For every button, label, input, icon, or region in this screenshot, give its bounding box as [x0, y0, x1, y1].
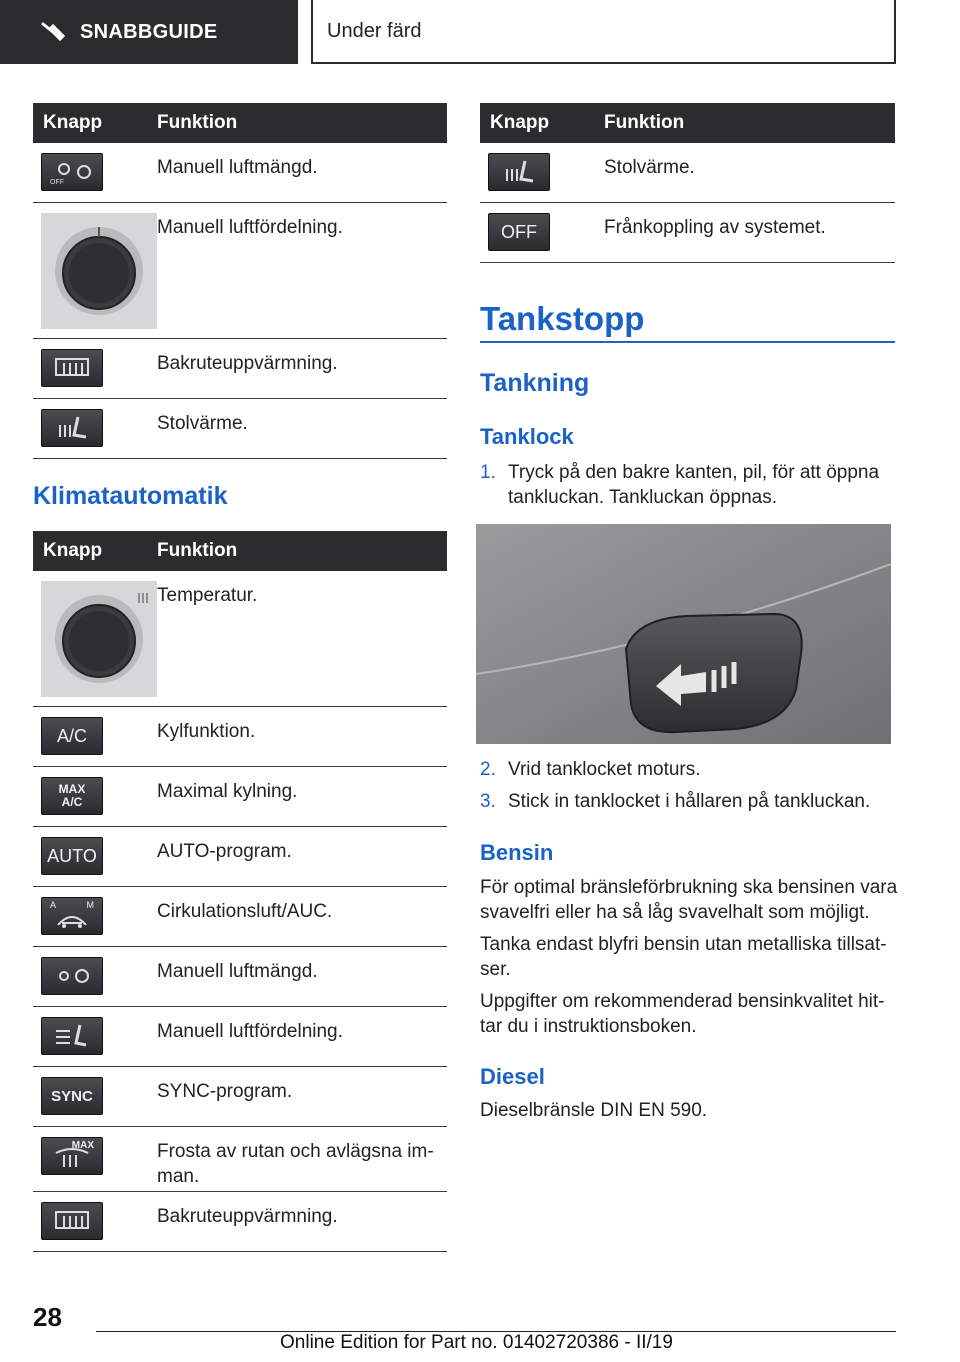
- seat-heating-icon: [41, 409, 103, 447]
- column-header-button: Knapp: [490, 112, 550, 133]
- column-header-button: Knapp: [43, 540, 103, 561]
- rear-defrost-icon: [41, 1202, 103, 1240]
- table-row: [33, 707, 447, 767]
- table-row: [33, 203, 447, 339]
- column-header-function: Funktion: [157, 540, 238, 561]
- ac-icon: [41, 717, 103, 755]
- recirculation-icon: [41, 897, 103, 935]
- step-text: Tryck på den bakre kanten, pil, för att öppna tankluckan. Tankluckan öppnas.: [508, 462, 880, 508]
- function-text: Manuell luftmängd.: [157, 961, 318, 982]
- paragraph: För optimal bränsleförbrukning ska bensinen vara svavelfri eller ha så låg svavelhalt som möjligt.: [480, 877, 898, 923]
- function-text: Maximal kylning.: [157, 781, 298, 802]
- column-header-function: Funktion: [604, 112, 685, 133]
- table-row: [33, 1192, 447, 1252]
- button-table-manual: [33, 103, 447, 459]
- fan-icon: [41, 957, 103, 995]
- table-row: [33, 399, 447, 459]
- max-ac-icon: [41, 777, 103, 815]
- table-row: [33, 571, 447, 707]
- step-number: 1.: [480, 462, 496, 483]
- function-text: Manuell luftmängd.: [157, 157, 318, 178]
- section-header-title: Under färd: [327, 19, 422, 42]
- button-label: A/C: [56, 725, 87, 746]
- air-distribution-knob-icon: [41, 213, 157, 329]
- page-number: 28: [33, 1302, 62, 1332]
- heading-rule: [480, 341, 895, 343]
- function-text: Bakruteuppvärmning.: [157, 1206, 338, 1227]
- table-row: [480, 143, 895, 203]
- button-label: SYNC: [51, 1087, 93, 1105]
- subheading-petrol: Bensin: [480, 840, 554, 865]
- paragraph: Tanka endast blyfri bensin utan metalliska tillsat-ser.: [480, 934, 887, 980]
- subheading-diesel: Diesel: [480, 1064, 545, 1089]
- chapter-tab-label: SNABBGUIDE: [80, 20, 218, 43]
- table-row: [33, 339, 447, 399]
- button-table-other: [480, 103, 895, 263]
- subheading-refueling: Tankning: [480, 369, 590, 397]
- svg-text:OFF: OFF: [50, 179, 64, 186]
- function-text: Frånkoppling av systemet.: [604, 217, 826, 238]
- step-number: 3.: [480, 791, 496, 812]
- button-label: MAX A/C: [58, 782, 86, 809]
- function-text: AUTO-program.: [157, 841, 292, 862]
- function-text: Kylfunktion.: [157, 721, 256, 742]
- table-row: [33, 1007, 447, 1067]
- subheading-fuel-cap: Tanklock: [480, 424, 574, 449]
- button-label: AUTO: [47, 845, 97, 866]
- table-header: [480, 103, 895, 143]
- step-number: 2.: [480, 759, 496, 780]
- table-row: [33, 143, 447, 203]
- seat-heating-icon: [488, 153, 550, 191]
- step-text: Vrid tanklocket moturs.: [508, 759, 701, 780]
- button-table-automatic: [33, 531, 447, 1252]
- table-header: [33, 531, 447, 571]
- function-text: Temperatur.: [157, 585, 258, 606]
- button-label-a: A: [50, 900, 57, 910]
- temperature-knob-icon: [41, 581, 157, 697]
- fuel-flap-photo: [476, 524, 891, 744]
- column-header-function: Funktion: [157, 112, 238, 133]
- function-text: Manuell luftfördelning.: [157, 217, 343, 238]
- button-label: MAX: [71, 1140, 94, 1151]
- function-text: SYNC-program.: [157, 1081, 293, 1102]
- edition-text: Online Edition for Part no. 01402720386 - II/19: [280, 1332, 673, 1353]
- button-label-m: M: [86, 900, 94, 910]
- air-distribution-icon: [41, 1017, 103, 1055]
- quick-guide-icon: [40, 19, 66, 45]
- section-header: [311, 0, 896, 64]
- column-header-button: Knapp: [43, 112, 103, 133]
- table-row: [33, 827, 447, 887]
- table-row: [480, 203, 895, 263]
- step-text: Stick in tanklocket i hållaren på tankluckan.: [508, 791, 871, 812]
- table-row: [33, 1067, 447, 1127]
- table-row: [33, 1127, 447, 1192]
- off-icon: [488, 213, 550, 251]
- step-item: [480, 789, 895, 814]
- fan-off-icon: [41, 153, 103, 191]
- table-header: [33, 103, 447, 143]
- step-item: [480, 757, 895, 782]
- table-row: [33, 767, 447, 827]
- function-text: Cirkulationsluft/AUC.: [157, 901, 333, 922]
- section-heading-climate: Klimatautomatik: [33, 482, 228, 510]
- paragraph: Uppgifter om rekommenderad bensinkvalitet hit-tar du i instruktionsboken.: [480, 991, 885, 1037]
- step-item: [480, 460, 895, 510]
- function-text: Bakruteuppvärmning.: [157, 353, 338, 374]
- table-row: [33, 947, 447, 1007]
- table-row: [33, 887, 447, 947]
- sync-icon: [41, 1077, 103, 1115]
- paragraph: Dieselbränsle DIN EN 590.: [480, 1100, 708, 1121]
- section-heading-refuel: Tankstopp: [480, 300, 645, 337]
- function-text: Manuell luftfördelning.: [157, 1021, 343, 1042]
- function-text: Stolvärme.: [157, 413, 248, 434]
- auto-icon: [41, 837, 103, 875]
- chapter-tab[interactable]: [0, 0, 298, 64]
- rear-defrost-icon: [41, 349, 103, 387]
- function-text: Frosta av rutan och avlägsna im-man.: [157, 1141, 434, 1187]
- max-defrost-icon: [41, 1137, 103, 1175]
- button-label: OFF: [501, 221, 537, 242]
- function-text: Stolvärme.: [604, 157, 695, 178]
